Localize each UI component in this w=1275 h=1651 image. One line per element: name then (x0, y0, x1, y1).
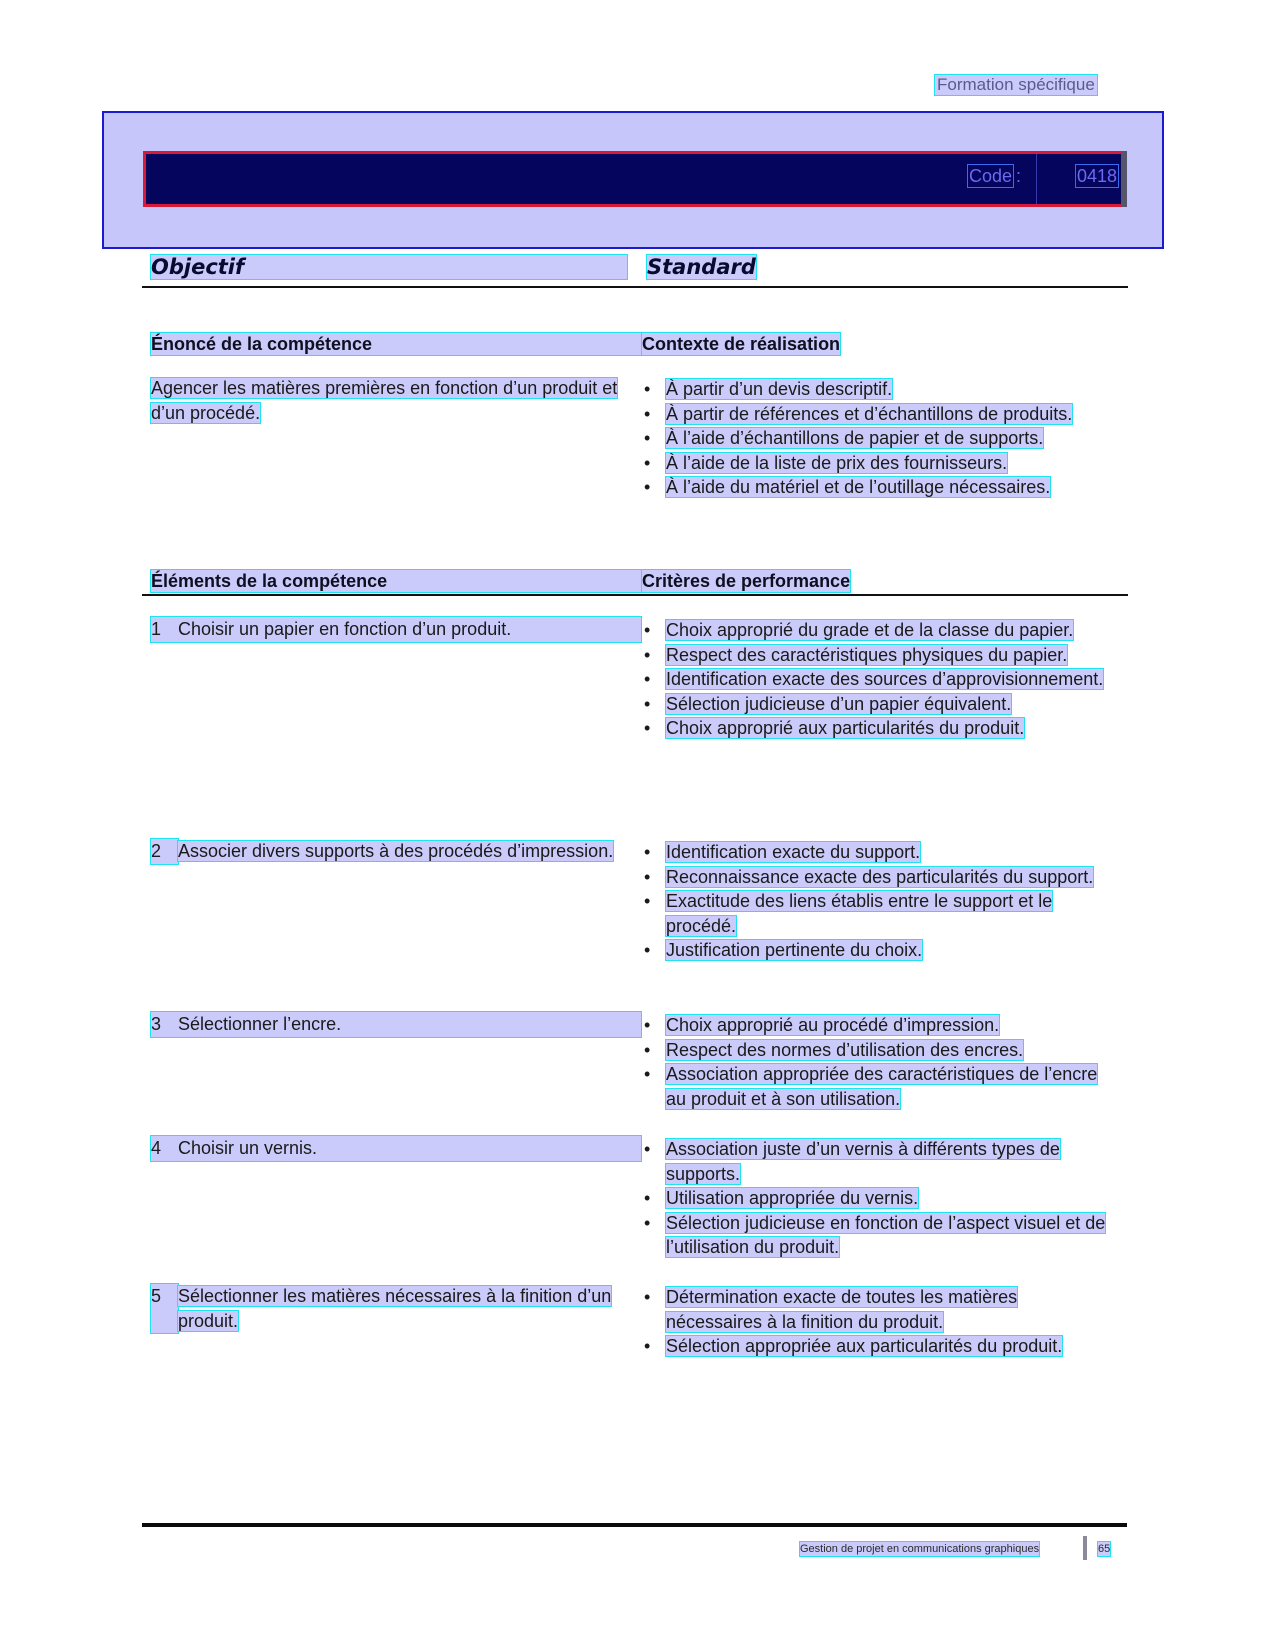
list-item: • À partir de références et d’échantillons de produits. (642, 402, 1112, 427)
code-value: 0418 (1077, 166, 1118, 186)
list-item: • Détermination exacte de toutes les matières nécessaires à la finition du produit. (642, 1285, 1112, 1334)
list-item: • Respect des caractéristiques physiques du papier. (642, 643, 1112, 668)
footer-separator (1083, 1536, 1087, 1560)
objectif-title: Objectif (151, 255, 627, 279)
page-number: 65 (1098, 1543, 1111, 1555)
list-item: • Sélection judicieuse en fonction de l’aspect visuel et de l’utilisation du produit. (642, 1211, 1112, 1260)
criteria-list-1 (642, 618, 1112, 741)
contexte-heading: Contexte de réalisation (642, 334, 841, 354)
code-bar-shadow (1121, 151, 1127, 207)
list-item: • Sélection judicieuse d’un papier équivalent. (642, 692, 1112, 717)
section-rule (142, 286, 1128, 288)
enonce-text (151, 376, 631, 425)
code-label: Code (969, 166, 1013, 186)
footer-rule (142, 1523, 1127, 1527)
list-item: • À l’aide du matériel et de l’outillage nécessaires. (642, 475, 1112, 500)
code-divider (1036, 154, 1037, 204)
element-label: Associer divers supports à des procédés d’impression. (178, 841, 614, 861)
list-item: • Choix approprié aux particularités du produit. (642, 716, 1112, 741)
list-item: • Reconnaissance exacte des particularités du support. (642, 865, 1112, 890)
code-separator: : (1016, 166, 1022, 186)
list-item: • Identification exacte du support. (642, 840, 1112, 865)
element-number: 5 (151, 1284, 178, 1333)
list-item: • Respect des normes d’utilisation des encres. (642, 1038, 1112, 1063)
list-item: • Choix approprié au procédé d’impression. (642, 1013, 1112, 1038)
code-bar (143, 151, 1126, 207)
element-number: 3 (151, 1014, 162, 1034)
elements-rule (142, 594, 1128, 596)
element-label: Choisir un vernis. (178, 1138, 318, 1158)
element-4 (151, 1136, 641, 1161)
elements-heading: Éléments de la compétence (151, 570, 641, 592)
list-item: • Justification pertinente du choix. (642, 938, 1112, 963)
standard-title: Standard (647, 255, 756, 279)
list-item: • Choix approprié du grade et de la classe du papier. (642, 618, 1112, 643)
contexte-list (642, 377, 1112, 500)
enonce-heading: Énoncé de la compétence (151, 333, 641, 355)
list-item: • Association juste d’un vernis à différents types de supports. (642, 1137, 1112, 1186)
element-3 (151, 1012, 641, 1037)
element-number: 2 (151, 839, 178, 864)
footer-program: Gestion de projet en communications graphiques (800, 1543, 1040, 1555)
running-title: Formation spécifique (937, 75, 1095, 94)
enonce-text-content: Agencer les matières premières en fonction d’un produit et d’un procédé. (151, 378, 618, 423)
element-label: Sélectionner l’encre. (178, 1014, 342, 1034)
element-1 (151, 617, 641, 642)
element-label: Choisir un papier en fonction d’un produit. (178, 619, 512, 639)
list-item: • À l’aide de la liste de prix des fournisseurs. (642, 451, 1112, 476)
list-item: • Association appropriée des caractéristiques de l’encre au produit et à son utilisation. (642, 1062, 1112, 1111)
criteria-list-5 (642, 1285, 1112, 1359)
element-number: 4 (151, 1138, 162, 1158)
list-item: • À partir d’un devis descriptif. (642, 377, 1112, 402)
criteres-heading: Critères de performance (642, 571, 851, 591)
element-2 (151, 839, 641, 864)
list-item: • Sélection appropriée aux particularités du produit. (642, 1334, 1112, 1359)
criteria-list-3 (642, 1013, 1112, 1111)
list-item: • À l’aide d’échantillons de papier et de supports. (642, 426, 1112, 451)
element-number: 1 (151, 619, 162, 639)
list-item: • Exactitude des liens établis entre le support et le procédé. (642, 889, 1112, 938)
list-item: • Utilisation appropriée du vernis. (642, 1186, 1112, 1211)
criteria-list-2 (642, 840, 1112, 963)
element-5 (151, 1284, 641, 1333)
element-label: Sélectionner les matières nécessaires à la finition d’un produit. (178, 1286, 612, 1331)
criteria-list-4 (642, 1137, 1112, 1260)
list-item: • Identification exacte des sources d’approvisionnement. (642, 667, 1112, 692)
